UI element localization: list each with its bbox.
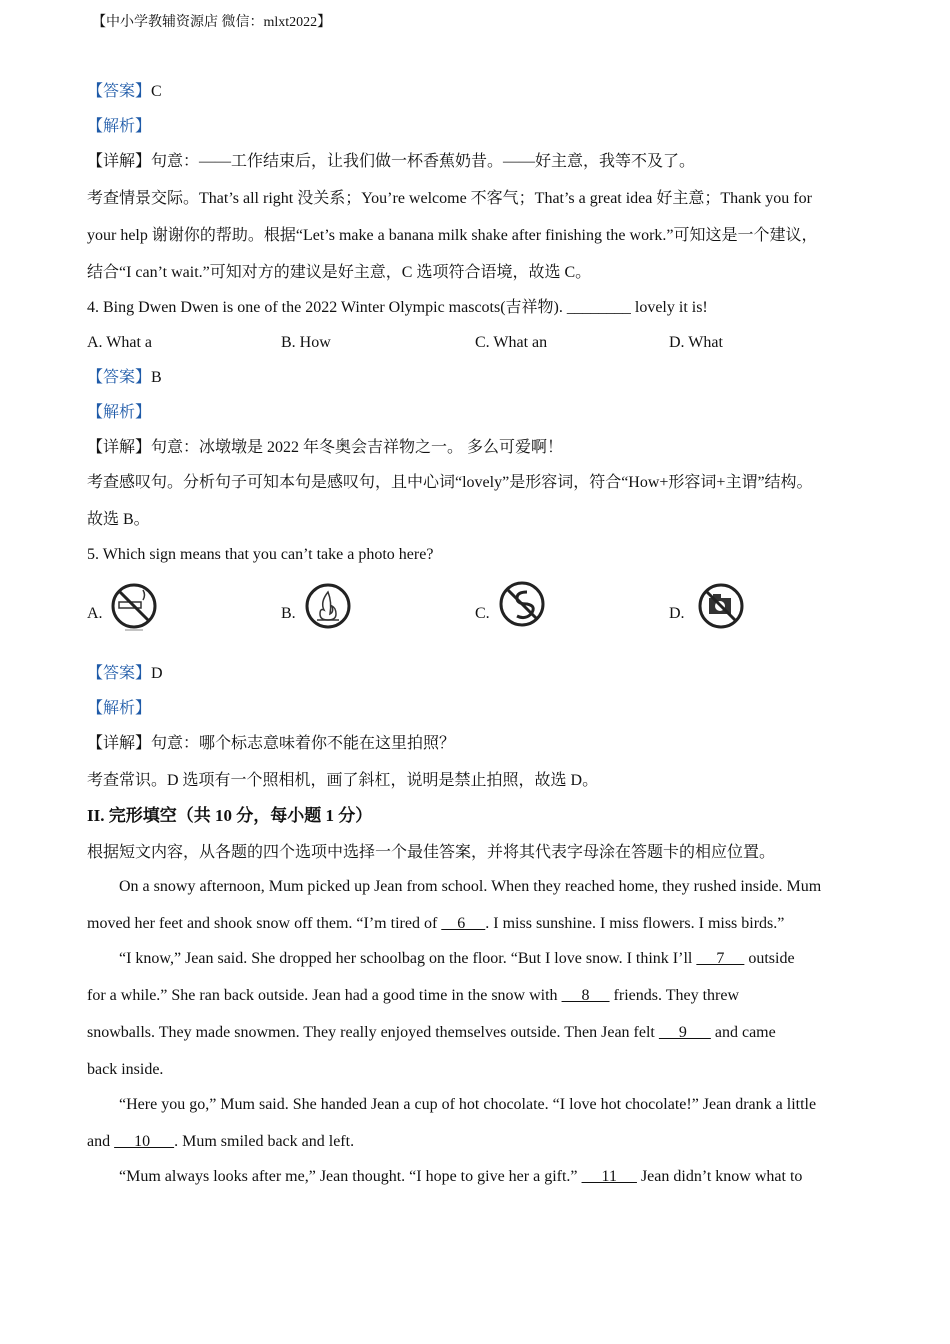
q5-answer: D	[151, 665, 163, 682]
passage-text: . I miss sunshine. I miss flowers. I miss birds.”	[485, 915, 785, 932]
passage-text: snowballs. They made snowmen. They really enjoyed themselves outside. Then Jean felt	[87, 1024, 659, 1041]
passage-line-4	[87, 986, 739, 1006]
passage-text: “Mum always looks after me,” Jean thought. “I hope to give her a gift.”	[119, 1168, 582, 1185]
blank-11: 11	[581, 1168, 637, 1185]
passage-text: and came	[710, 1024, 776, 1041]
passage-text: for a while.” She ran back outside. Jean had a good time in the snow with	[87, 987, 562, 1004]
q3-explanation-3: 结合“I can’t wait.”可知对方的建议是好主意，C 选项符合语境，故选 C。	[87, 264, 592, 281]
q4-analysis-tag: 【解析】	[87, 404, 152, 421]
section-2-instruction: 根据短文内容，从各题的四个选项中选择一个最佳答案，并将其代表字母涂在答题卡的相应位置。	[87, 844, 776, 861]
q3-analysis-tag: 【解析】	[87, 118, 152, 135]
blank-6: 6	[441, 915, 486, 932]
passage-line-5	[87, 1023, 776, 1043]
passage-line-7: “Here you go,” Mum said. She handed Jean a cup of hot chocolate. “I love hot chocolate!” Jean drank a little	[119, 1096, 817, 1113]
q4-answer: B	[151, 369, 162, 386]
q4-stem: 4. Bing Dwen Dwen is one of the 2022 Winter Olympic mascots(吉祥物). ________ lovely it is!	[87, 299, 708, 316]
q3-explanation-2: your help 谢谢你的帮助。根据“Let’s make a banana milk shake after finishing the work.”可知这是一个建议，	[87, 227, 818, 244]
passage-text: outside	[744, 950, 795, 967]
passage-line-2	[87, 914, 784, 934]
detail-tag: 【详解】	[87, 439, 152, 456]
q5-option-d-letter: D.	[669, 605, 685, 622]
detail-tag: 【详解】	[87, 735, 152, 752]
q4-detail: 句意：冰墩墩是 2022 年冬奥会吉祥物之一。 多么可爱啊！	[151, 439, 564, 456]
q5-stem: 5. Which sign means that you can’t take a photo here?	[87, 546, 434, 563]
q5-option-c-letter: C.	[475, 605, 490, 622]
section-2-title: II. 完形填空（共 10 分，每小题 1 分）	[87, 806, 373, 825]
passage-text: . Mum smiled back and left.	[174, 1133, 355, 1150]
passage-line-1: On a snowy afternoon, Mum picked up Jean from school. When they reached home, they rushed inside. Mum	[119, 878, 822, 895]
q3-answer-line	[87, 82, 162, 102]
q5-option-b-letter: B.	[281, 605, 296, 622]
q4-option-c: C. What an	[475, 334, 548, 351]
passage-line-3	[119, 949, 795, 969]
answer-tag: 【答案】	[87, 665, 152, 682]
q3-detail: 句意：——工作结束后，让我们做一杯香蕉奶昔。——好主意，我等不及了。	[151, 153, 696, 170]
q5-explanation-1: 考查常识。D 选项有一个照相机，画了斜杠，说明是禁止拍照，故选 D。	[87, 772, 599, 789]
q4-detail-line	[87, 438, 563, 458]
passage-text: and	[87, 1133, 115, 1150]
passage-line-9	[119, 1167, 802, 1187]
passage-text: Jean didn’t know what to	[636, 1168, 803, 1185]
passage-text: moved her feet and shook snow off them. “I’m tired of	[87, 915, 442, 932]
q3-detail-line	[87, 152, 695, 172]
q4-option-a: A. What a	[87, 334, 153, 351]
resource-header: 【中小学教辅资源店 微信：mlxt2022】	[92, 15, 332, 30]
passage-text: friends. They threw	[609, 987, 739, 1004]
q5-option-a-letter: A.	[87, 605, 103, 622]
answer-tag: 【答案】	[87, 83, 152, 100]
no-snake-sign-icon	[497, 580, 547, 632]
no-camera-sign-icon	[691, 580, 747, 632]
q4-explanation-1: 考查感叹句。分析句子可知本句是感叹句，且中心词“lovely”是形容词，符合“How+形容词+主谓”结构。	[87, 474, 813, 491]
no-fire-sign-icon	[303, 580, 353, 632]
answer-tag: 【答案】	[87, 369, 152, 386]
q5-detail-line	[87, 734, 455, 754]
q5-answer-line	[87, 664, 163, 684]
passage-line-8	[87, 1132, 354, 1152]
q3-explanation-1: 考查情景交际。That’s all right 没关系；You’re welcome 不客气；That’s a great idea 好主意；Thank you for	[87, 190, 812, 207]
q4-explanation-2: 故选 B。	[87, 511, 150, 528]
blank-7: 7	[696, 950, 745, 967]
passage-text: “I know,” Jean said. She dropped her schoolbag on the floor. “But I love snow. I think I’ll	[119, 950, 697, 967]
blank-9: 9	[658, 1024, 711, 1041]
blank-10: 10	[114, 1133, 175, 1150]
blank-8: 8	[561, 987, 610, 1004]
q3-answer: C	[151, 83, 162, 100]
q5-detail: 句意：哪个标志意味着你不能在这里拍照？	[151, 735, 456, 752]
no-smoking-sign-icon	[109, 580, 159, 632]
q4-option-b: B. How	[281, 334, 331, 351]
passage-line-6: back inside.	[87, 1061, 164, 1078]
q4-answer-line	[87, 368, 162, 388]
detail-tag: 【详解】	[87, 153, 152, 170]
q4-option-d: D. What	[669, 334, 723, 351]
q5-analysis-tag: 【解析】	[87, 700, 152, 717]
